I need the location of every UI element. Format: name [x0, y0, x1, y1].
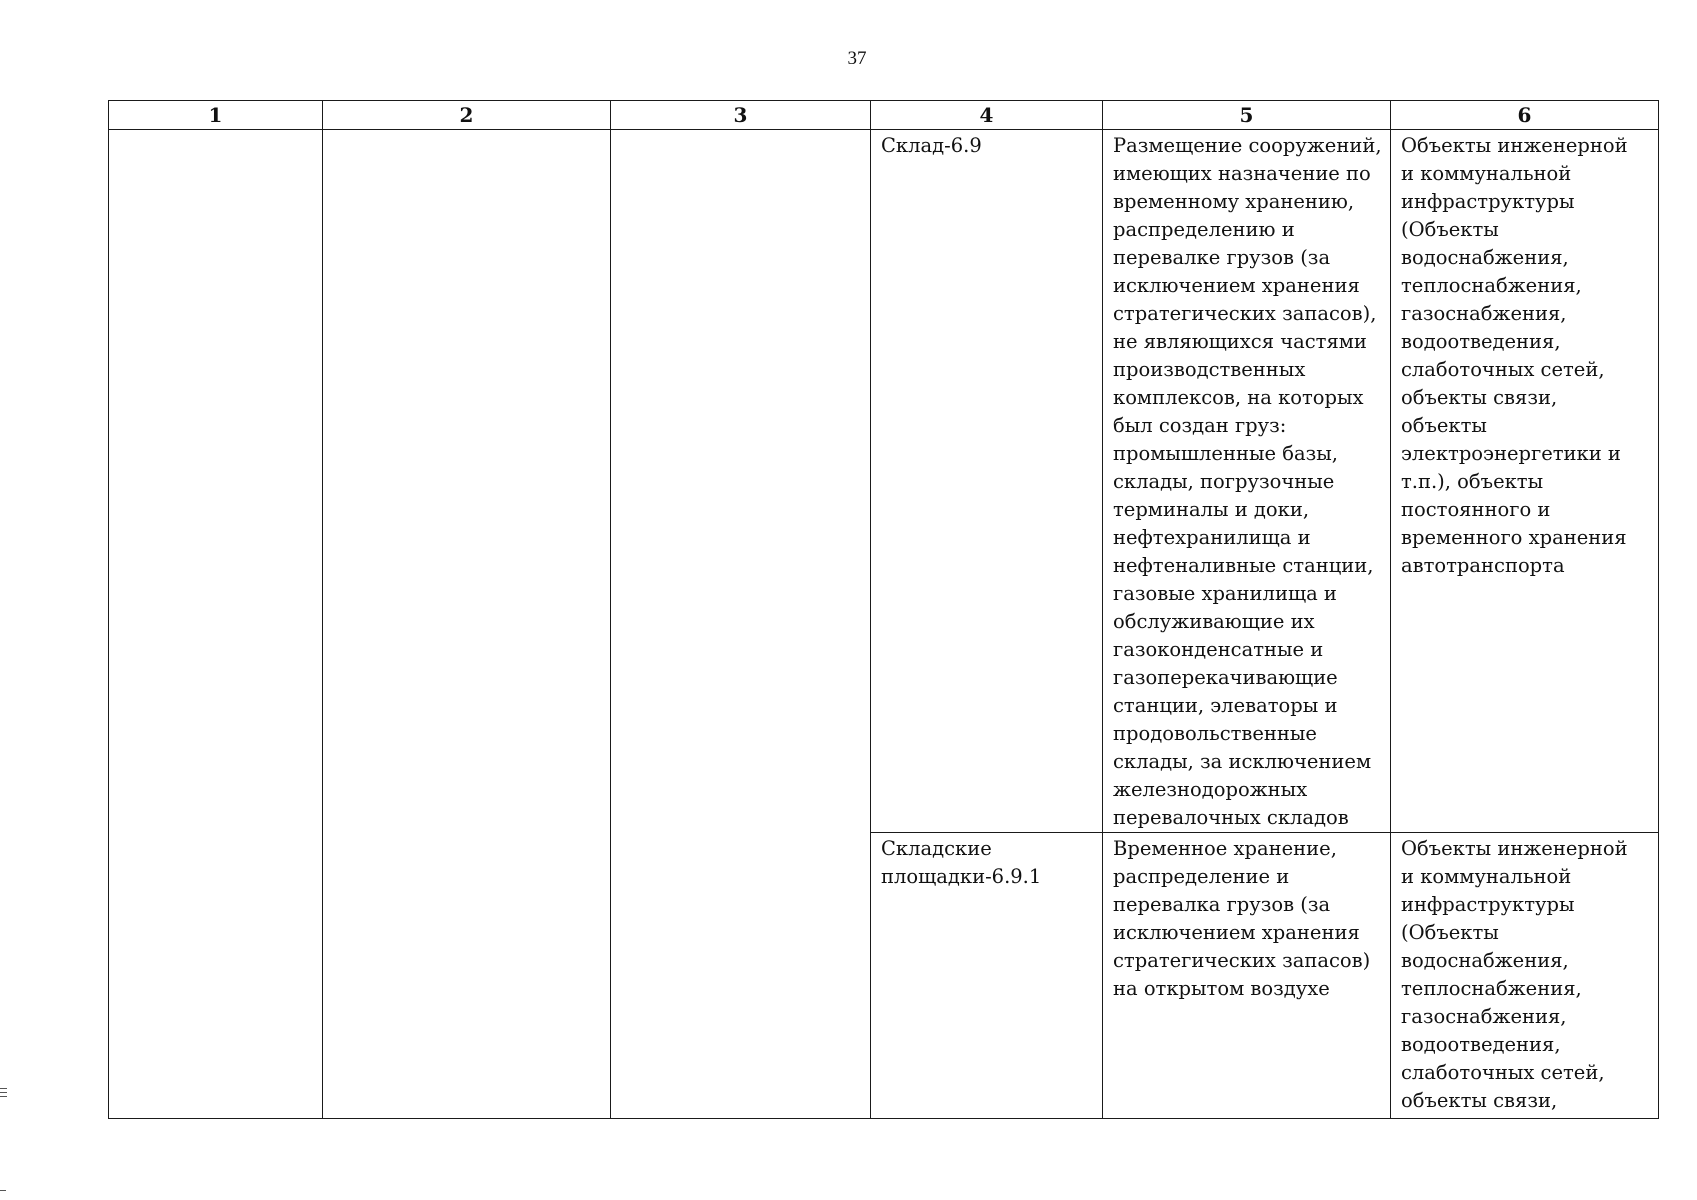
land-use-type-cell: Складские площадки-6.9.1 [871, 833, 1103, 1119]
column-header-1: 1 [109, 101, 323, 130]
page-number: 37 [847, 48, 867, 69]
table-header-row [109, 101, 1659, 130]
scan-mark [0, 1190, 6, 1191]
empty-cell-col1 [109, 130, 323, 1119]
empty-cell-col2 [323, 130, 611, 1119]
use-description-cell: Размещение сооружений, имеющих назначение по временному хранению, распределению и перевалке грузов (за исключением хранения стратегических запасов), не являющихся частями производственных комплексов, на которых был создан груз: промышленные базы, склады, погрузочные терминалы и доки, нефтехранилища и нефтеналивные станции, газовые хранилища и обслуживающие их газоконденсатные и газоперекачивающие станции, элеваторы и продовольственные склады, за исключением железнодорожных перевалочных складов [1103, 130, 1391, 833]
table-row [109, 130, 1659, 833]
column-header-3: 3 [611, 101, 871, 130]
column-header-2: 2 [323, 101, 611, 130]
auxiliary-objects-cell: Объекты инженерной и коммунальной инфраструктуры (Объекты водоснабжения, теплоснабжения, газоснабжения, водоотведения, слаботочных сетей, объекты связи, объекты электроэнергетики и т.п.), объекты постоянного и временного хранения автотранспорта [1391, 130, 1659, 833]
scan-edge-marks [0, 1088, 7, 1100]
use-description-cell: Временное хранение, распределение и перевалка грузов (за исключением хранения стратегических запасов) на открытом воздухе [1103, 833, 1391, 1119]
auxiliary-objects-cell: Объекты инженерной и коммунальной инфраструктуры (Объекты водоснабжения, теплоснабжения, газоснабжения, водоотведения, слаботочных сетей, объекты связи, [1391, 833, 1659, 1119]
column-header-4: 4 [871, 101, 1103, 130]
land-use-table [108, 100, 1659, 1119]
land-use-type-cell: Склад-6.9 [871, 130, 1103, 833]
scan-mark [0, 1088, 7, 1089]
column-header-6: 6 [1391, 101, 1659, 130]
column-header-5: 5 [1103, 101, 1391, 130]
empty-cell-col3 [611, 130, 871, 1119]
scan-mark [0, 1092, 7, 1093]
scan-mark [0, 1096, 7, 1097]
